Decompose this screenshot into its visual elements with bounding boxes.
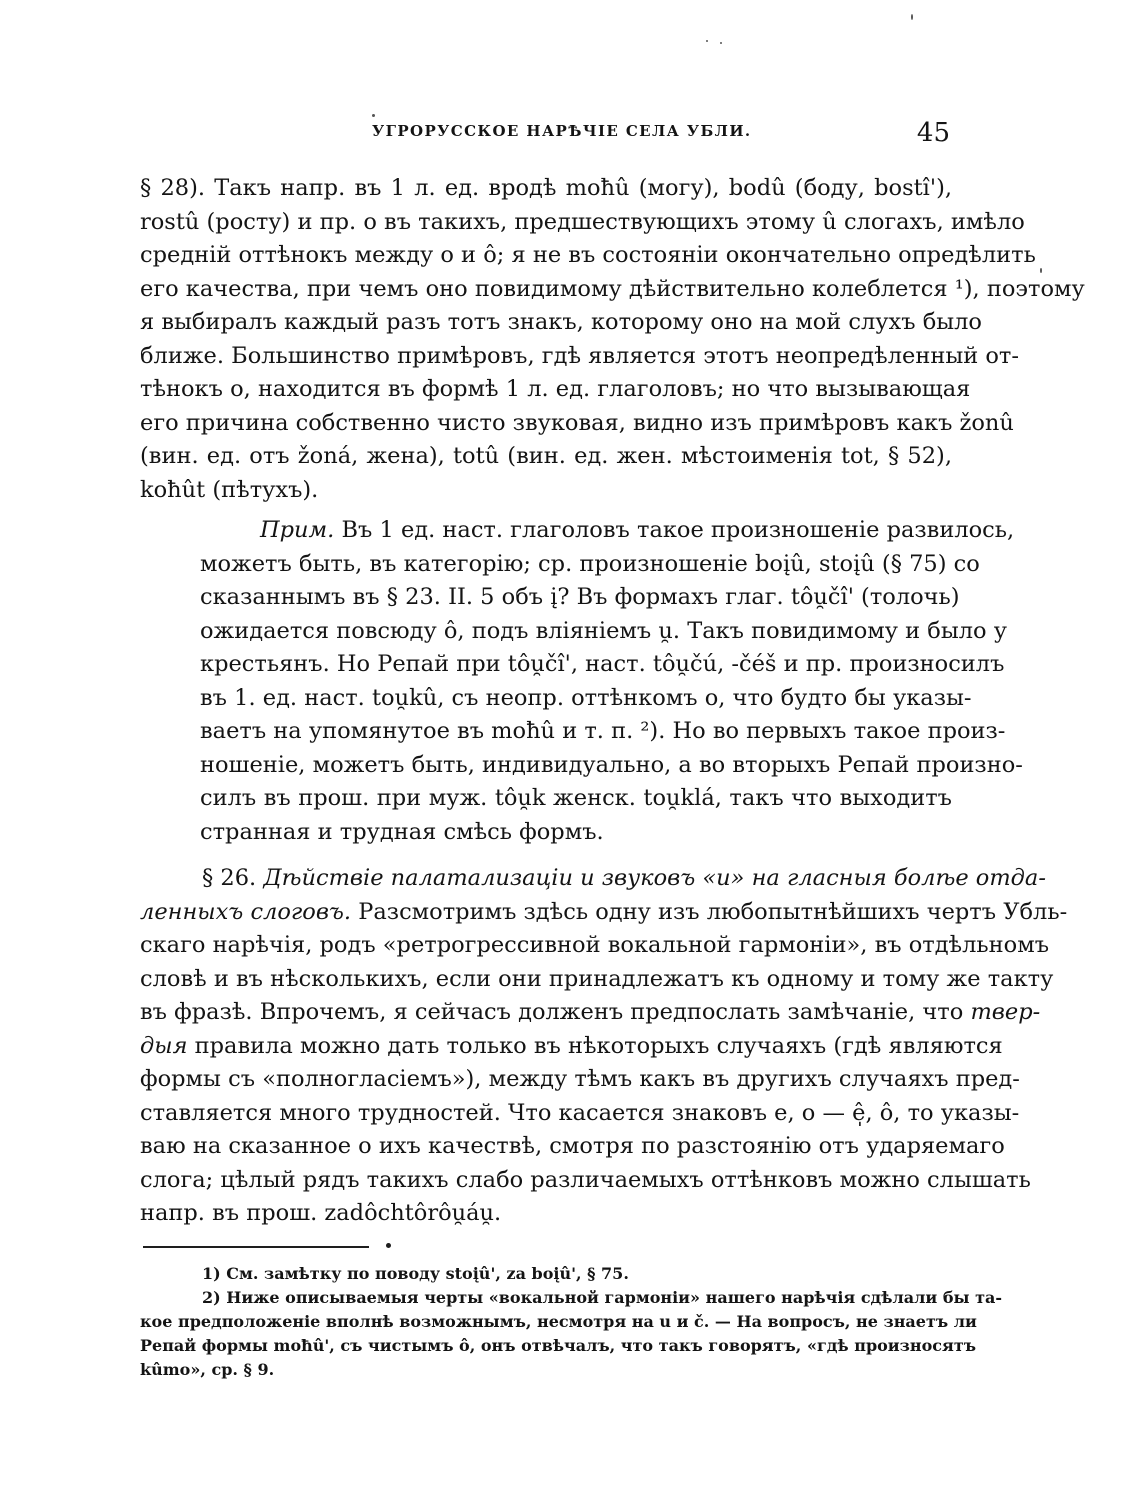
text-line: rostû (росту) и пр. о въ такихъ, предшествующихъ этому û слогахъ, имѣло (140, 208, 1025, 235)
text-line (140, 1030, 1003, 1064)
text-line: напр. въ прош. zadôchtôrôu̯áu̯. (140, 1200, 502, 1226)
footnote-line: kûmo», ср. § 9. (140, 1360, 275, 1379)
footnote-line: кое предположеніе вполнѣ возможнымъ, несмотря на u и č. — На вопросъ, не знаетъ ли (140, 1312, 977, 1331)
note-first-line (200, 514, 1015, 548)
footnote-1 (140, 1262, 952, 1286)
text-line: (вин. ед. отъ žoná, жена), totû (вин. ед. жен. мѣстоименія tot, § 52), (140, 443, 952, 469)
note-line: сказаннымъ въ § 23. II. 5 объ į? Въ формахъ глаг. tôu̯čî' (толочь) (200, 584, 960, 610)
section-heading-line (140, 862, 1046, 896)
text-line: ваю на сказанное о ихъ качествѣ, смотря по разстоянію отъ ударяемаго (140, 1133, 1005, 1159)
text-line: словѣ и въ нѣсколькихъ, если они принадлежатъ къ одному и тому же такту (140, 965, 1054, 992)
section-heading: Дѣйствіе палатализаціи и звуковъ «u» на гласныя болѣе отда- (256, 865, 1046, 891)
note-line: крестьянъ. Но Репай при tôu̯čî', наст. tôu̯čú, -čéš и пр. произносилъ (200, 651, 1005, 677)
note-line: силъ въ прош. при муж. tôu̯k женск. tou̯klá, такъ что выходитъ (200, 785, 952, 811)
text-line: его качества, при чемъ оно повидимому дѣйствительно колеблется ¹), поэтому (140, 275, 1085, 302)
running-title: УГРОРУССКОЕ НАРѢЧIЕ СЕЛА УБЛИ. (372, 122, 752, 140)
text-line: средній оттѣнокъ между о и ô; я не въ состояніи окончательно опредѣлить (140, 242, 1036, 268)
footnote-rule-dot (386, 1243, 391, 1248)
note-line: можетъ быть, въ категорію; ср. произношеніе boįû, stoįû (§ 75) со (200, 550, 980, 577)
text-line: koħût (пѣтухъ). (140, 476, 319, 503)
note-line: ношеніе, можетъ быть, индивидуально, а во вторыхъ Репай произно- (200, 751, 1023, 778)
running-header (140, 118, 950, 148)
text-line: скаго нарѣчія, родъ «ретрогрессивной вокальной гармоніи», въ отдѣльномъ (140, 932, 1050, 958)
note-line: въ 1. ед. наст. tou̯kû, съ неопр. оттѣнкомъ o, что будто бы указы- (200, 684, 972, 711)
section-number: § 26. (202, 865, 257, 891)
text-line: тѣнокъ o, находится въ формѣ 1 л. ед. глаголовъ; но что вызывающая (140, 376, 971, 402)
footnote-line: Репай формы moħû', съ чистымъ ô, онъ отвѣчалъ, что такъ говорятъ, «гдѣ произносятъ (140, 1336, 977, 1355)
print-speck (911, 14, 913, 20)
note-line: ожидается повсюду ô, подъ вліяніемъ u̯. Такъ повидимому и было у (200, 617, 1007, 644)
italic-term-end: дыя (140, 1032, 188, 1059)
footnote-line: 1) См. замѣтку по поводу stoįû', za boįû', § 75. (202, 1264, 629, 1283)
text-line-rest: правила можно дать только въ нѣкоторыхъ случаяхъ (гдѣ являются (187, 1032, 1003, 1059)
text-line: его причина собственно чисто звуковая, видно изъ примѣровъ какъ žonû (140, 409, 1014, 436)
footnote-rule (143, 1246, 369, 1248)
text-line: § 28). Такъ напр. въ 1 л. ед. вродѣ moħû (могу), bodû (боду, bostî'), (140, 175, 952, 201)
section-heading-end: ленныхъ слоговъ. (140, 898, 352, 925)
text-line: формы съ «полногласіемъ»), между тѣмъ какъ въ другихъ случаяхъ пред- (140, 1066, 1020, 1092)
note-text: Въ 1 ед. наст. глаголовъ такое произношеніе развилось, (334, 517, 1015, 543)
print-speck (706, 40, 708, 42)
section-26 (140, 862, 1068, 1231)
page-number: 45 (916, 118, 950, 148)
print-speck (372, 114, 375, 117)
text-line: ставляется много трудностей. Что касается знаковъ e, o — ê̩, ô, то указы- (140, 1099, 1020, 1126)
text-line-part: въ фразѣ. Впрочемъ, я сейчасъ долженъ предпослать замѣчаніе, что (140, 999, 964, 1025)
note-line: ваетъ на упомянутое въ moħû и т. п. ²). Но во первыхъ такое произ- (200, 718, 1006, 744)
text-line: ближе. Большинство примѣровъ, гдѣ является этотъ неопредѣленный от- (140, 342, 1019, 369)
note-line: странная и трудная смѣсь формъ. (200, 818, 604, 845)
footnote-2 (140, 1286, 1003, 1382)
text-line-rest: Разсмотримъ здѣсь одну изъ любопытнѣйшихъ чертъ Убль- (351, 898, 1068, 925)
italic-term: твер- (963, 999, 1041, 1025)
print-speck (1040, 268, 1042, 273)
text-line (140, 896, 1068, 930)
text-line: я выбиралъ каждый разъ тотъ знакъ, которому оно на мой слухъ было (140, 309, 982, 335)
print-speck (720, 42, 722, 44)
paragraph-section-25-end (140, 172, 1085, 507)
footnote-line: 2) Ниже описываемыя черты «вокальной гармоніи» нашего нарѣчія сдѣлали бы та- (202, 1288, 1003, 1307)
text-line (140, 996, 1041, 1030)
note-label: Прим. (260, 517, 335, 543)
note-block (200, 514, 1023, 849)
text-line: слога; цѣлый рядъ такихъ слабо различаемыхъ оттѣнковъ можно слышать (140, 1166, 1031, 1193)
